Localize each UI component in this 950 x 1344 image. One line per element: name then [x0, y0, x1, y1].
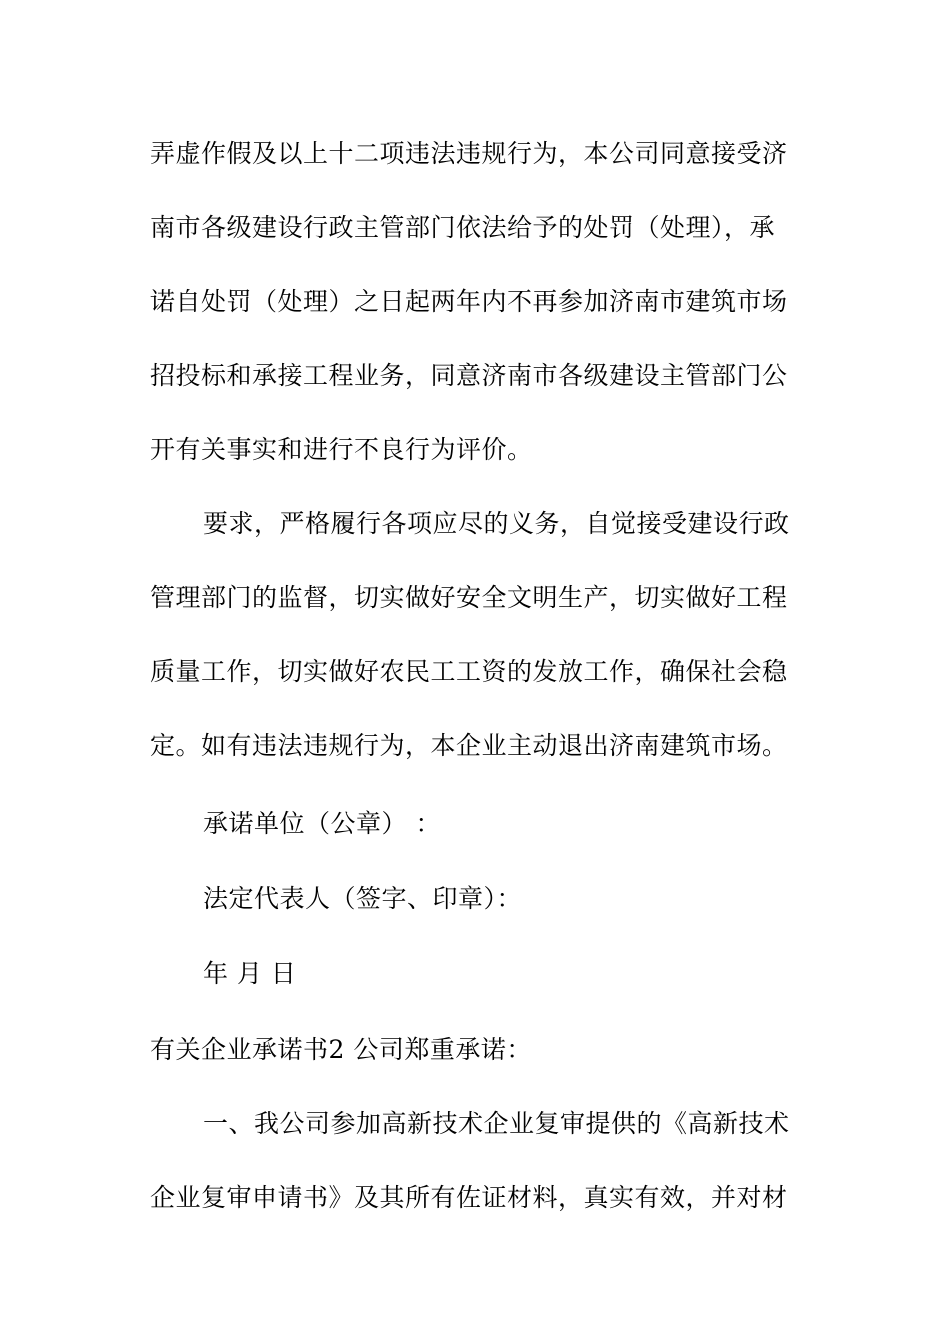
paragraph-2-line-3: 质量工作，切实做好农民工工资的发放工作，确保社会稳: [150, 657, 788, 686]
paragraph-3-line-2: 企业复审申请书》及其所有佐证材料，真实有效，并对材: [150, 1183, 788, 1212]
signature-representative: 法定代表人（签字、印章）：: [203, 884, 523, 913]
paragraph-1-line-3: 诺自处罚（处理）之日起两年内不再参加济南市建筑市场: [150, 287, 788, 316]
paragraph-2-line-4: 定。如有违法违规行为，本企业主动退出济南建筑市场。: [150, 731, 788, 760]
paragraph-2-line-1: 要求，严格履行各项应尽的义务，自觉接受建设行政: [203, 509, 790, 538]
paragraph-1-line-1: 弄虚作假及以上十二项违法违规行为，本公司同意接受济: [150, 139, 788, 168]
paragraph-1-line-2: 南市各级建设行政主管部门依法给予的处罚（处理），承: [150, 213, 776, 242]
paragraph-3-line-1: 一、我公司参加高新技术企业复审提供的《高新技术: [203, 1109, 790, 1138]
paragraph-1-line-5: 开有关事实和进行不良行为评价。: [150, 435, 533, 464]
paragraph-1-line-4: 招投标和承接工程业务，同意济南市各级建设主管部门公: [150, 361, 788, 390]
signature-unit: 承诺单位（公章） ：: [203, 809, 441, 838]
section-heading-2: 有关企业承诺书2 公司郑重承诺：: [150, 1035, 532, 1064]
signature-date: 年 月 日: [203, 959, 297, 988]
paragraph-2-line-2: 管理部门的监督，切实做好安全文明生产，切实做好工程: [150, 583, 788, 612]
